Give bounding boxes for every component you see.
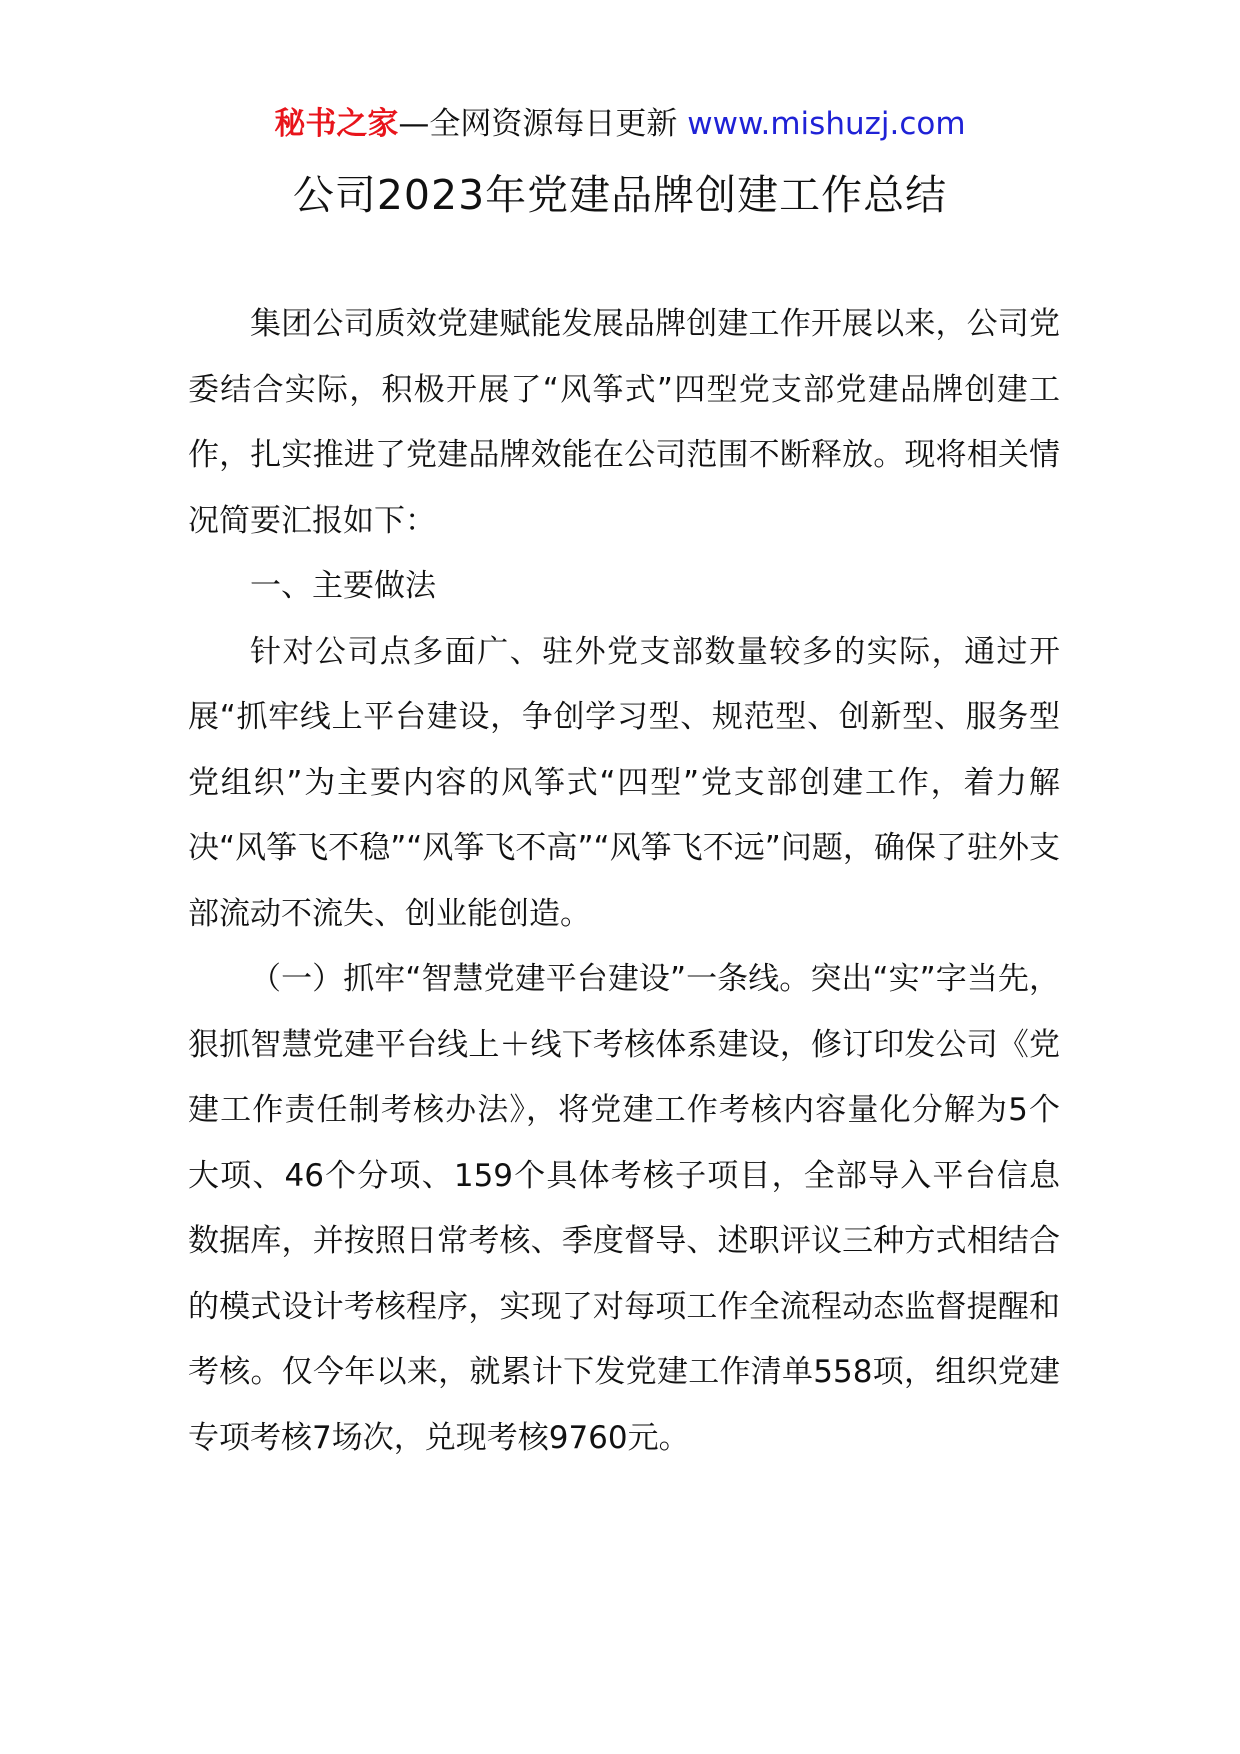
- site-tagline: —全网资源每日更新: [398, 106, 678, 142]
- body-paragraph: （一）抓牢“智慧党建平台建设”一条线。突出“实”字当先，狠抓智慧党建平台线上＋线下考核体系建设，修订印发公司《党建工作责任制考核办法》，将党建工作考核内容量化分解为5个大项、46个分项、159个具体考核子项目，全部导入平台信息数据库，并按照日常考核、季度督导、述职评议三种方式相结合的模式设计考核程序，实现了对每项工作全流程动态监督提醒和考核。仅今年以来，就累计下发党建工作清单558项，组织党建专项考核7场次，兑现考核9760元。: [188, 961, 1060, 1456]
- site-banner: [0, 100, 1240, 148]
- document-title: 公司2023年党建品牌创建工作总结: [292, 171, 948, 219]
- site-url-link[interactable]: www.mishuzj.com: [687, 106, 966, 142]
- site-brand-name: 秘书之家: [274, 106, 399, 142]
- intro-paragraph: 集团公司质效党建赋能发展品牌创建工作开展以来，公司党委结合实际，积极开展了“风筝式”四型党支部党建品牌创建工作，扎实推进了党建品牌效能在公司范围不断释放。现将相关情况简要汇报如下：: [188, 306, 1060, 539]
- document-body: [188, 292, 1060, 1471]
- section-heading: 一、主要做法: [250, 568, 436, 604]
- body-paragraph: 针对公司点多面广、驻外党支部数量较多的实际，通过开展“抓牢线上平台建设，争创学习型、规范型、创新型、服务型党组织”为主要内容的风筝式“四型”党支部创建工作，着力解决“风筝飞不稳”“风筝飞不高”“风筝飞不远”问题，确保了驻外支部流动不流失、创业能创造。: [188, 633, 1060, 932]
